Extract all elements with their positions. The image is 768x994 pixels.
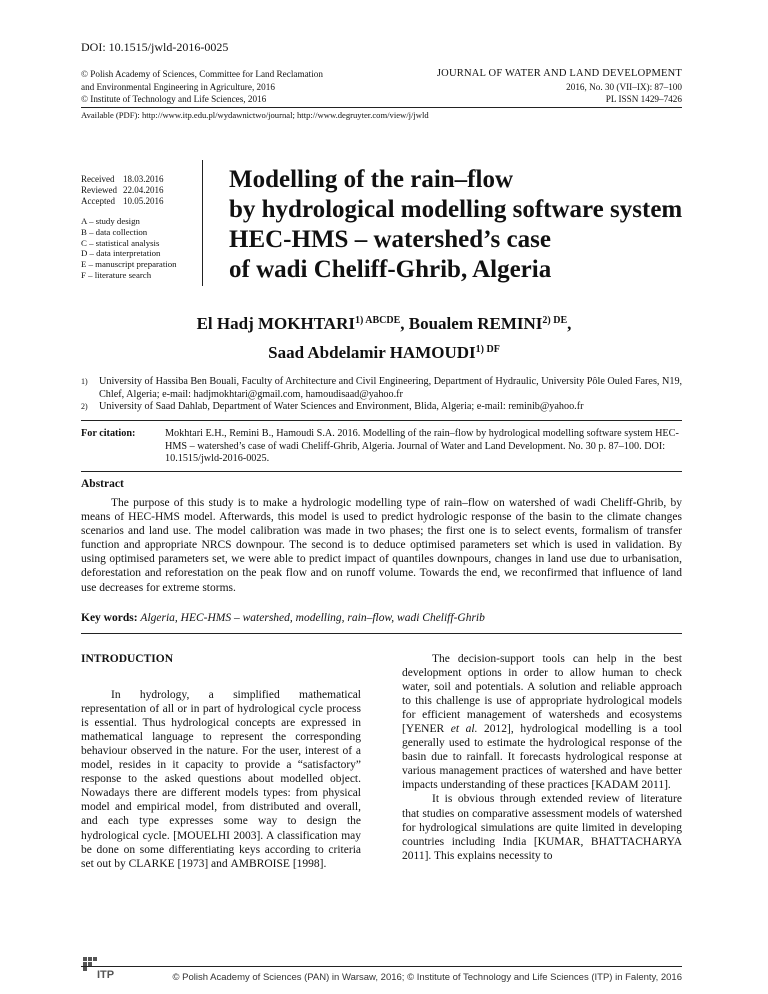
paragraph: The decision-support tools can help in the best development options in order to allow human to check water, soil and potentials. A solution and reliable approach to this challenge is use of appropriate hydrological models for efficient management of watersheds and ecosystems [YENER et al. 2012], hydrological modelling is a tool generally used to estimate the hydrological response of the basin due to rainfall. It forecasts hydrological response at various management practices of watershed and have better impacts understanding of these practices [KADAM 2011]. — [402, 653, 683, 792]
affiliation — [81, 376, 683, 401]
journal-issn: PL ISSN 1429–7426 — [605, 94, 682, 104]
citation-block — [81, 428, 682, 466]
paper-title — [229, 165, 699, 285]
page-footer: © Polish Academy of Sciences (PAN) in Warsaw, 2016; © Institute of Technology and Life Sciences (ITP) in Falenty, 2016 — [172, 972, 682, 983]
citation-divider — [81, 471, 682, 472]
title-line: of wadi Cheliff-Ghrib, Algeria — [229, 256, 552, 283]
paragraph: It is obvious through extended review of literature that studies on comparative assessment models of watershed for hydrological simulations are quite limited in developing countries including India [KUMAR, BHATTACHARYA 2011]. This explains necessity to — [402, 793, 682, 862]
citation-ref: CLARKE — [128, 857, 175, 870]
citation-ref: KUMAR — [537, 835, 581, 848]
keywords-text: Algeria, HEC-HMS – watershed, modelling, rain–flow, wadi Cheliff-Ghrib — [140, 612, 485, 624]
title-line: HEC-HMS – watershed’s case — [229, 226, 551, 253]
header-divider — [81, 107, 682, 108]
title-line: by hydrological modelling software system — [229, 196, 683, 223]
affiliation — [81, 401, 683, 414]
citation-ref: BHATTACHARYA — [590, 835, 682, 848]
date-label: Reviewed — [81, 185, 117, 195]
citation-divider — [81, 420, 682, 421]
citation-ref: YENER — [405, 723, 445, 736]
right-column — [402, 652, 682, 863]
citation-text: Mokhtari E.H., Remini B., Hamoudi S.A. 2016. Modelling of the rain–flow by hydrological modelling software system HEC-HMS – watershed’s case of wadi Cheliff-Ghrib, Algeria. Journal of Water and Land Development. No. 30 p. 87–100. DOI: 10.1515/jwld-2016-0025. — [165, 428, 679, 465]
affiliation-text: University of Saad Dahlab, Department of Water Sciences and Environment, Blida, Algeria; e-mail: reminib@yahoo.fr — [99, 401, 584, 413]
citation-ref: KADAM — [595, 779, 639, 792]
journal-name: JOURNAL OF WATER AND LAND DEVELOPMENT — [436, 68, 682, 79]
author-name: Saad Abdelamir HAMOUDI — [268, 343, 476, 362]
keywords-divider — [81, 633, 682, 634]
left-column — [81, 652, 361, 871]
copyright-line: © Institute of Technology and Life Sciences, 2016 — [81, 94, 267, 104]
contribution-item: E – manuscript preparation — [81, 259, 177, 270]
author-affil-sup: 1) ABCDE — [354, 315, 401, 326]
author-list — [0, 308, 768, 366]
citation-ref: AMBROISE — [230, 857, 290, 870]
journal-issue: 2016, No. 30 (VII–IX): 87–100 — [566, 81, 682, 92]
contribution-item: F – literature search — [81, 269, 152, 280]
review-dates — [81, 174, 170, 207]
date-value: 18.03.2016 — [123, 174, 164, 184]
logo-text: ITP — [97, 969, 115, 981]
copyright-line: and Environmental Engineering in Agriculture, 2016 — [81, 81, 275, 92]
date-label: Accepted — [81, 196, 115, 206]
contribution-item: B – data collection — [81, 226, 148, 237]
author-affil-sup: 2) DE — [542, 315, 568, 326]
citation-ref: MOUELHI — [176, 829, 231, 842]
contribution-item: A – study design — [81, 216, 140, 226]
copyright-header — [81, 68, 323, 106]
journal-header — [437, 68, 682, 106]
date-value: 10.05.2016 — [123, 196, 164, 206]
itp-logo-icon — [81, 953, 129, 981]
contribution-item: D – data interpretation — [81, 248, 161, 259]
contribution-legend — [81, 216, 177, 281]
date-label: Received — [81, 174, 115, 184]
affiliations — [81, 376, 683, 414]
title-divider — [202, 160, 203, 286]
date-value: 22.04.2016 — [123, 185, 164, 195]
copyright-line: © Polish Academy of Sciences, Committee for Land Reclamation — [81, 69, 323, 79]
affiliation-number: 1) — [81, 377, 88, 386]
footer-divider — [81, 966, 682, 967]
author-affil-sup: 1) DF — [475, 344, 500, 355]
abstract-heading: Abstract — [81, 478, 124, 490]
paragraph: In hydrology, a simplified mathematical representation of all or in part of hydrological cycle process is essential. Thus hydrological concepts are expressed in mathematical language to represent the corresponding behaviour observed in the nature. For the user, interest of a model, resides in it capacity to provide a “satisfactory” response to the asked questions about modelled object. Nowadays there are different models types: from physical model and empirical model, from distributed and overall, and each type expresses some way to design the hydrological cycle. [MOUELHI 2003]. A classification may be done on some differentiating keys according to criteria set out by CLARKE [1973] and AMBROISE [1998]. — [81, 689, 362, 870]
title-line: Modelling of the rain–flow — [229, 166, 514, 193]
citation-label: For citation: — [81, 428, 136, 439]
availability-line: Available (PDF): http://www.itp.edu.pl/wydawnictwo/journal; http://www.degruyter.com/view/j/jwld — [81, 110, 429, 120]
contribution-item: C – statistical analysis — [81, 237, 160, 248]
doi: DOI: 10.1515/jwld-2016-0025 — [81, 40, 229, 54]
abstract-text: The purpose of this study is to make a hydrologic modelling type of rain–flow on watershed of wadi Cheliff-Ghrib, by means of HEC-HMS model. Afterwards, this model is used to predict hydrologic response of the basin to the climate changes scenarios and land use. The model calibration was made in two phases; the first one is to select events, formalism of transfer function and appropriate NRCS downpour. The second is to deduce optimised parameters set which is used in validation. By using optimised parameters set, we were able to predict impact of quantiles downpours, changes in land use due to urbanisation, deforestation and reforestation on the peak flow and on runoff volume. Towards the end, we reconfirmed that influence of land use decreases for extreme storms. — [81, 497, 682, 594]
section-heading: INTRODUCTION — [81, 653, 174, 665]
affiliation-text: University of Hassiba Ben Bouali, Faculty of Architecture and Civil Engineering, Department of Hydraulic, University Pôle Ouled Fares, N19, Chlef, Algeria; e-mail: hadjmokhtari@gmail.com, hamoudisaad@yahoo.fr — [99, 376, 683, 400]
affiliation-number: 2) — [81, 402, 88, 412]
author-name: El Hadj MOKHTARI — [196, 314, 355, 333]
author-name: , Boualem REMINI — [400, 314, 543, 333]
keywords — [81, 611, 682, 625]
author-sep: , — [567, 314, 572, 333]
keywords-label: Key words: — [81, 612, 138, 624]
